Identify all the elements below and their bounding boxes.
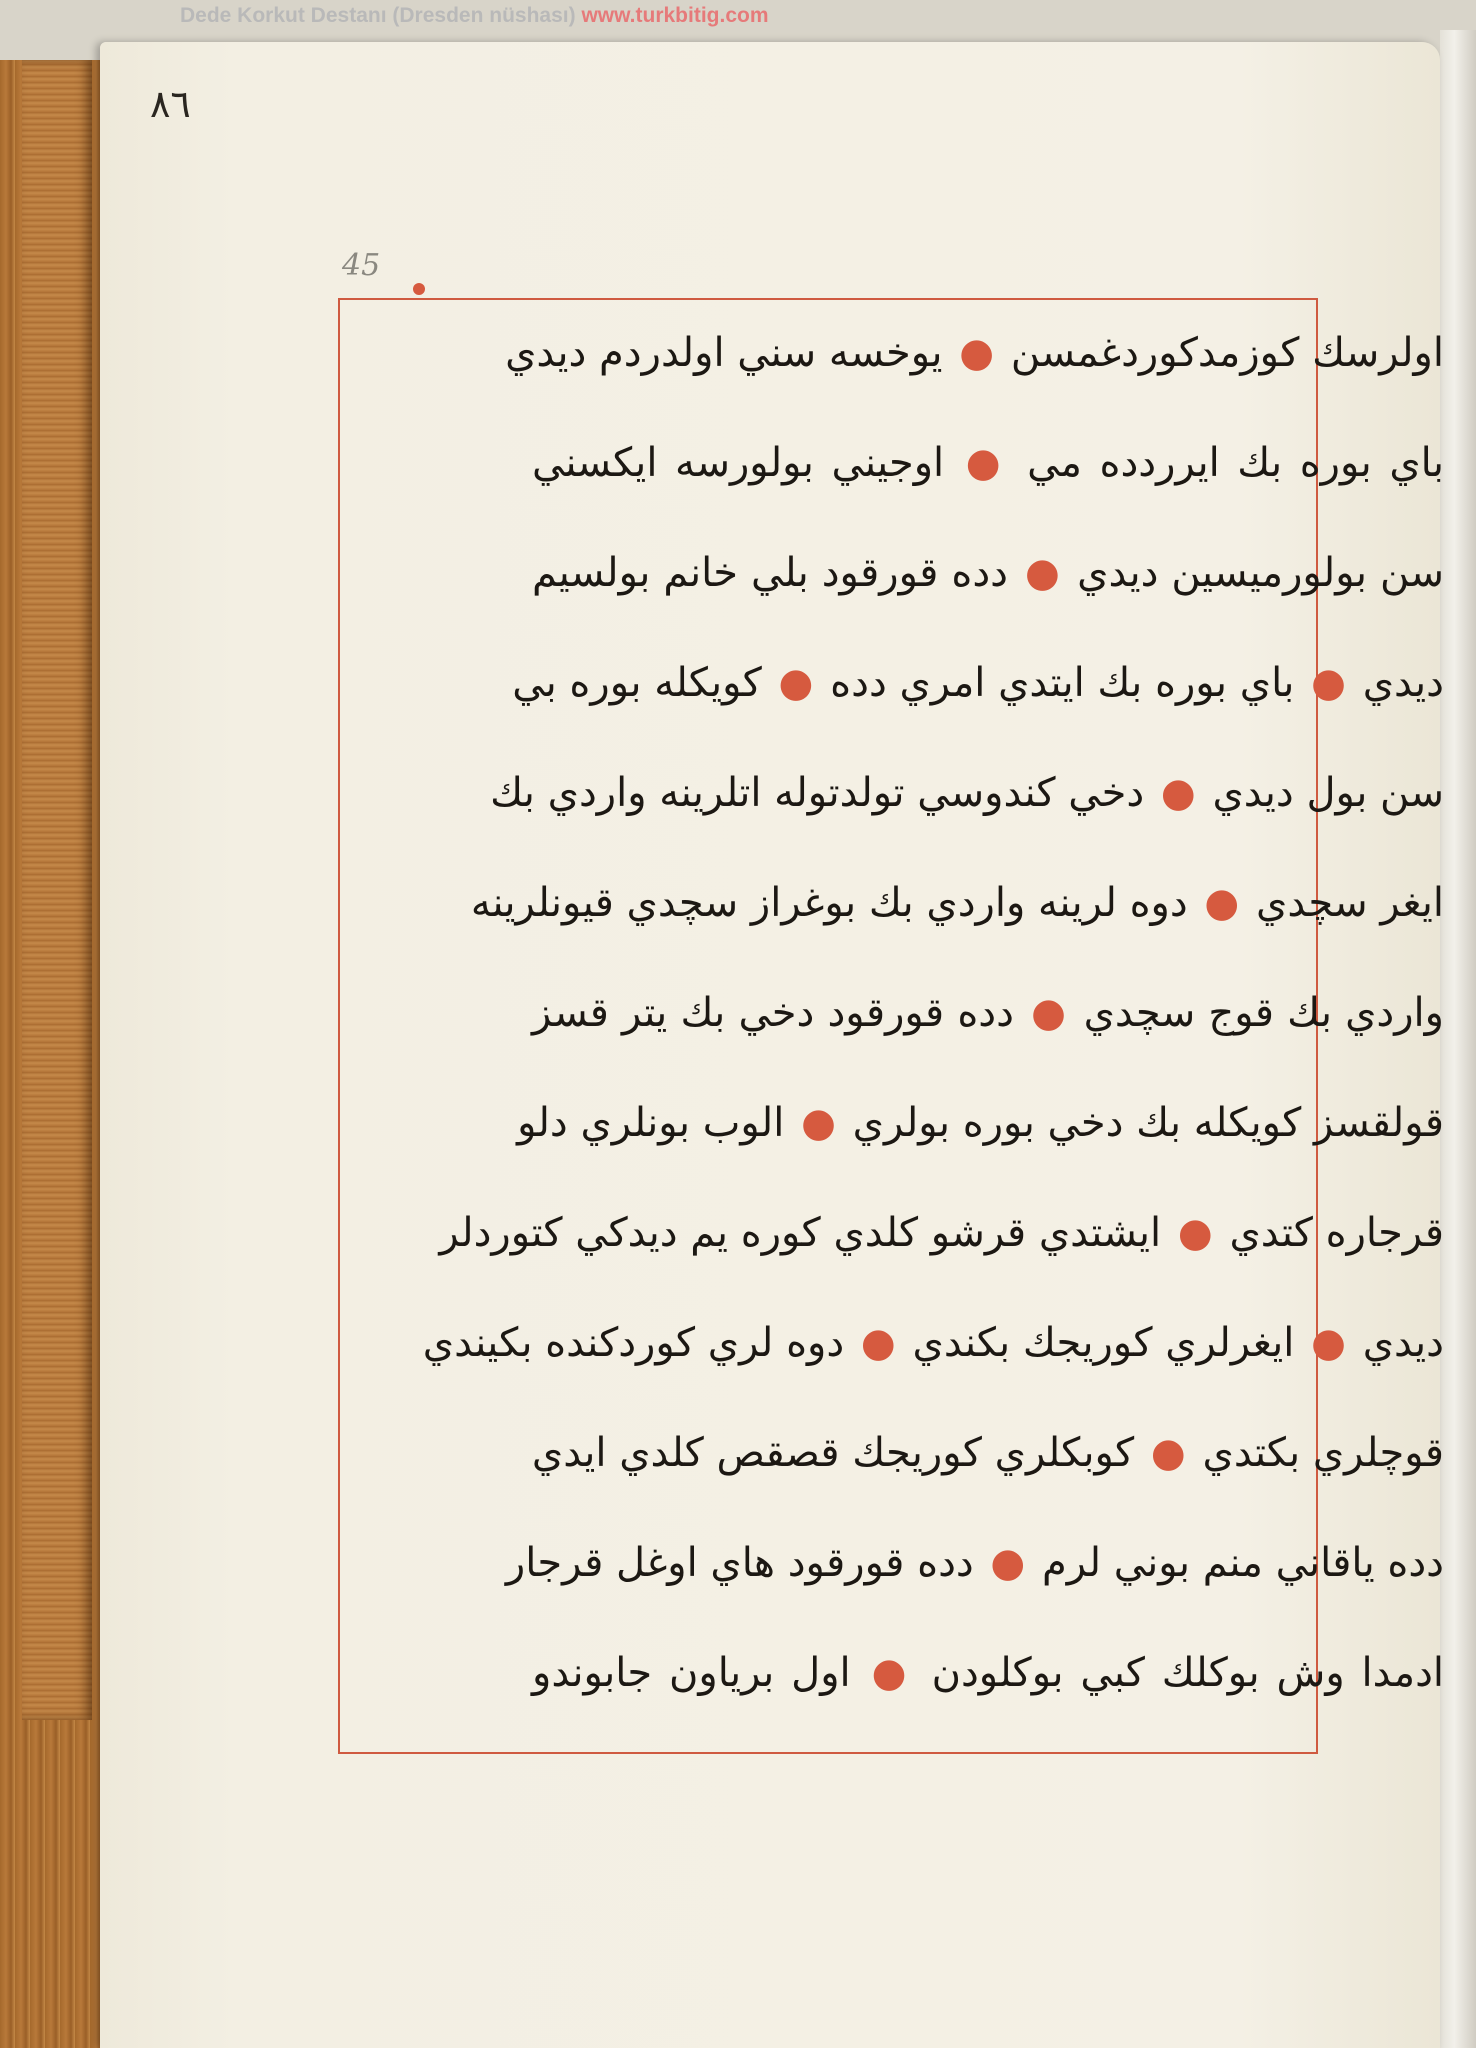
- rubric-dot: ●: [1311, 660, 1347, 706]
- rubric-dot: ●: [959, 330, 995, 376]
- text-line-1: اولرسك كوزمدكوردغمسن ● يوخسه سني اولدردم ديدي: [505, 330, 1444, 376]
- rubric-dot: ●: [1177, 1210, 1213, 1256]
- site-title: Dede Korkut Destanı (Dresden nüshası): [180, 4, 576, 27]
- text-line-7: واردي بك قوج سچدي ● دده قورقود دخي بك يتر قسز: [532, 990, 1444, 1036]
- rubric-dot: ●: [1160, 770, 1196, 816]
- text-line-11: قوچلري بكتدي ● كوبكلري كوريجك قصقص كلدي ايدي: [531, 1430, 1444, 1476]
- text-line-12: دده ياقاني منم بوني لرم ● دده قورقود هاي اوغل قرجار: [505, 1540, 1444, 1586]
- rubric-dot: ●: [801, 1100, 836, 1146]
- book-spine-texture: [22, 60, 92, 1720]
- page-edge: [1440, 30, 1476, 2048]
- text-line-8: قولقسز كويكله بك دخي بوره بولري ● الوب بونلري دلو: [517, 1100, 1444, 1146]
- text-line-6: ايغر سچدي ● دوه لرينه واردي بك بوغراز سچدي قيونلرينه: [470, 880, 1444, 926]
- page-number: ٨٦: [150, 82, 191, 126]
- text-line-10: ديدي ● ايغرلري كوريجك بكندي ● دوه لري كوردكنده بكيندي: [422, 1320, 1444, 1366]
- rubric-dot: ●: [1024, 550, 1061, 596]
- text-line-13: ادمدا وش بوكلك كبي بوكلودن ● اول برياون جابوندو: [532, 1650, 1445, 1696]
- text-line-4: ديدي ● باي بوره بك ايتدي امري دده ● كويكله بوره بي: [512, 660, 1444, 706]
- corner-red-dot: [413, 283, 425, 295]
- rubric-dot: ●: [778, 660, 814, 706]
- folio-number: 45: [342, 248, 381, 283]
- rubric-dot: ●: [990, 1540, 1026, 1586]
- text-line-3: سن بولورميسين ديدي ● دده قورقود بلي خانم بولسيم: [532, 550, 1444, 596]
- rubric-dot: ●: [860, 1320, 896, 1366]
- text-line-5: سن بول ديدي ● دخي كندوسي تولدتوله اتلرينه واردي بك: [490, 770, 1444, 816]
- rubric-dot: ●: [1030, 990, 1067, 1036]
- text-line-9: قرجاره كتدي ● ايشتدي قرشو كلدي كوره يم ديدكي كتوردلر: [439, 1210, 1444, 1256]
- rubric-dot: ●: [1150, 1430, 1186, 1476]
- rubric-dot: ●: [1204, 880, 1240, 926]
- rubric-dot: ●: [1311, 1320, 1347, 1366]
- site-url[interactable]: www.turkbitig.com: [581, 4, 769, 27]
- watermark: [180, 4, 769, 28]
- rubric-dot: ●: [960, 440, 1006, 486]
- text-line-2: باي بوره بك ايرردده مي ● اوجيني بولورسه ايكسني: [532, 440, 1445, 486]
- rubric-dot: ●: [867, 1650, 911, 1696]
